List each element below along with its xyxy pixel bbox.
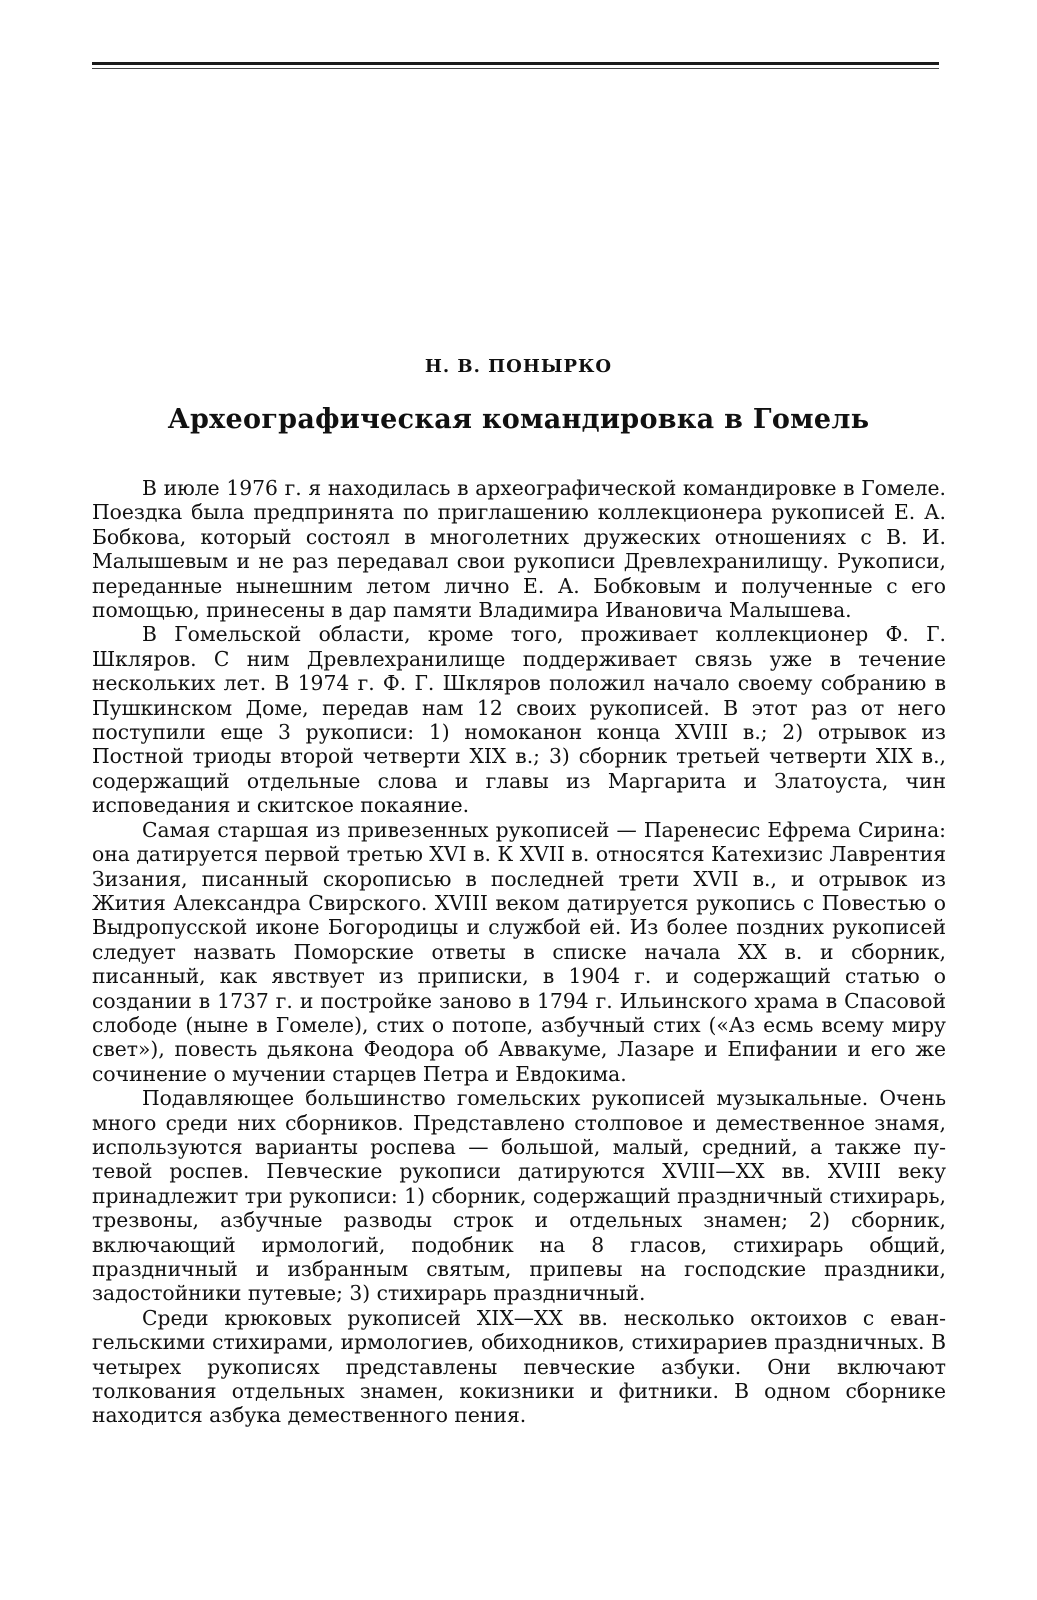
header-rule [92,62,939,65]
header-rule-thin [92,68,939,69]
author-name: Н. В. ПОНЫРКО [424,356,613,377]
paragraph-2: В Гомельской области, кроме того, проживает коллекционер Ф. Г. Шкляров. С ним Древлехранилище поддерживает связь уже в течение нескольких лет. В 1974 г. Ф. Г. Шкляров положил начало своему собранию в Пушкинском Доме, передав нам 12 своих рукописей. В этот раз от него поступили еще 3 рукописи: 1) номоканон конца XVIII в.; 2) отрывок из Постной триоды второй четверти XIX в.; 3) сборник третьей четверти XIX в., содержащий отдельные слова и главы из Маргарита и Златоуста, чин исповедания и скитское покаяние. [92,622,946,818]
paragraph-1: В июле 1976 г. я находилась в археографической командировке в Гомеле. Поездка была предпринята по приглашению коллекционера рукописей Е. А. Бобкова, который состоял в многолетних дружеских отношениях с В. И. Малышевым и не раз передавал свои рукописи Древлехранилищу. Рукописи, переданные нынешним летом лично Е. А. Бобковым и полученные с его помощью, принесены в дар памяти Владимира Ивановича Малышева. [92,476,946,623]
article-body [92,476,946,1428]
article-title: Археографическая командировка в Гомель [167,404,870,435]
paragraph-4: Подавляющее большинство гомельских рукописей музыкальные. Очень много среди них сборников. Представлено столповое и демественное знамя, используются варианты роспева — большой, малый, средний, а также путевой роспев. Певческие рукописи датируются XVIII—XX вв. XVIII веку принадлежит три рукописи: 1) сборник, содержащий праздничный стихирарь, трезвоны, азбучные разводы строк и отдельных знамен; 2) сборник, включающий ирмологий, подобник на 8 гласов, стихирарь общий, праздничный и избранным святым, припевы на господские праздники, задостойники путевые; 3) стихирарь праздничный. [92,1086,946,1306]
paragraph-5: Среди крюковых рукописей XIX—XX вв. несколько октоихов с евангельскими стихирами, ирмологиев, обиходников, стихирариев праздничных. В четырех рукописях представлены певческие азбуки. Они включают толкования отдельных знамен, кокизники и фитники. В одном сборнике находится азбука демественного пения. [92,1305,946,1428]
paragraph-3: Самая старшая из привезенных рукописей — Паренесис Ефрема Сирина: она датируется первой третью XVI в. К XVII в. относятся Катехизис Лаврентия Зизания, писанный скорописью в последней трети XVII в., и отрывок из Жития Александра Свирского. XVIII веком датируется рукопись с Повестью о Выдропусской иконе Богородицы и службой ей. Из более поздних рукописей следует назвать Поморские ответы в списке начала XX в. и сборник, писанный, как явствует из приписки, в 1904 г. и содержащий статью о создании в 1737 г. и постройке заново в 1794 г. Ильинского храма в Спасовой слободе (ныне в Гомеле), стих о потопе, азбучный стих («Аз есмь всему миру свет»), повесть дьякона Феодора об Аввакуме, Лазаре и Епифании и его же сочинение о мучении старцев Петра и Евдокима. [92,817,946,1086]
